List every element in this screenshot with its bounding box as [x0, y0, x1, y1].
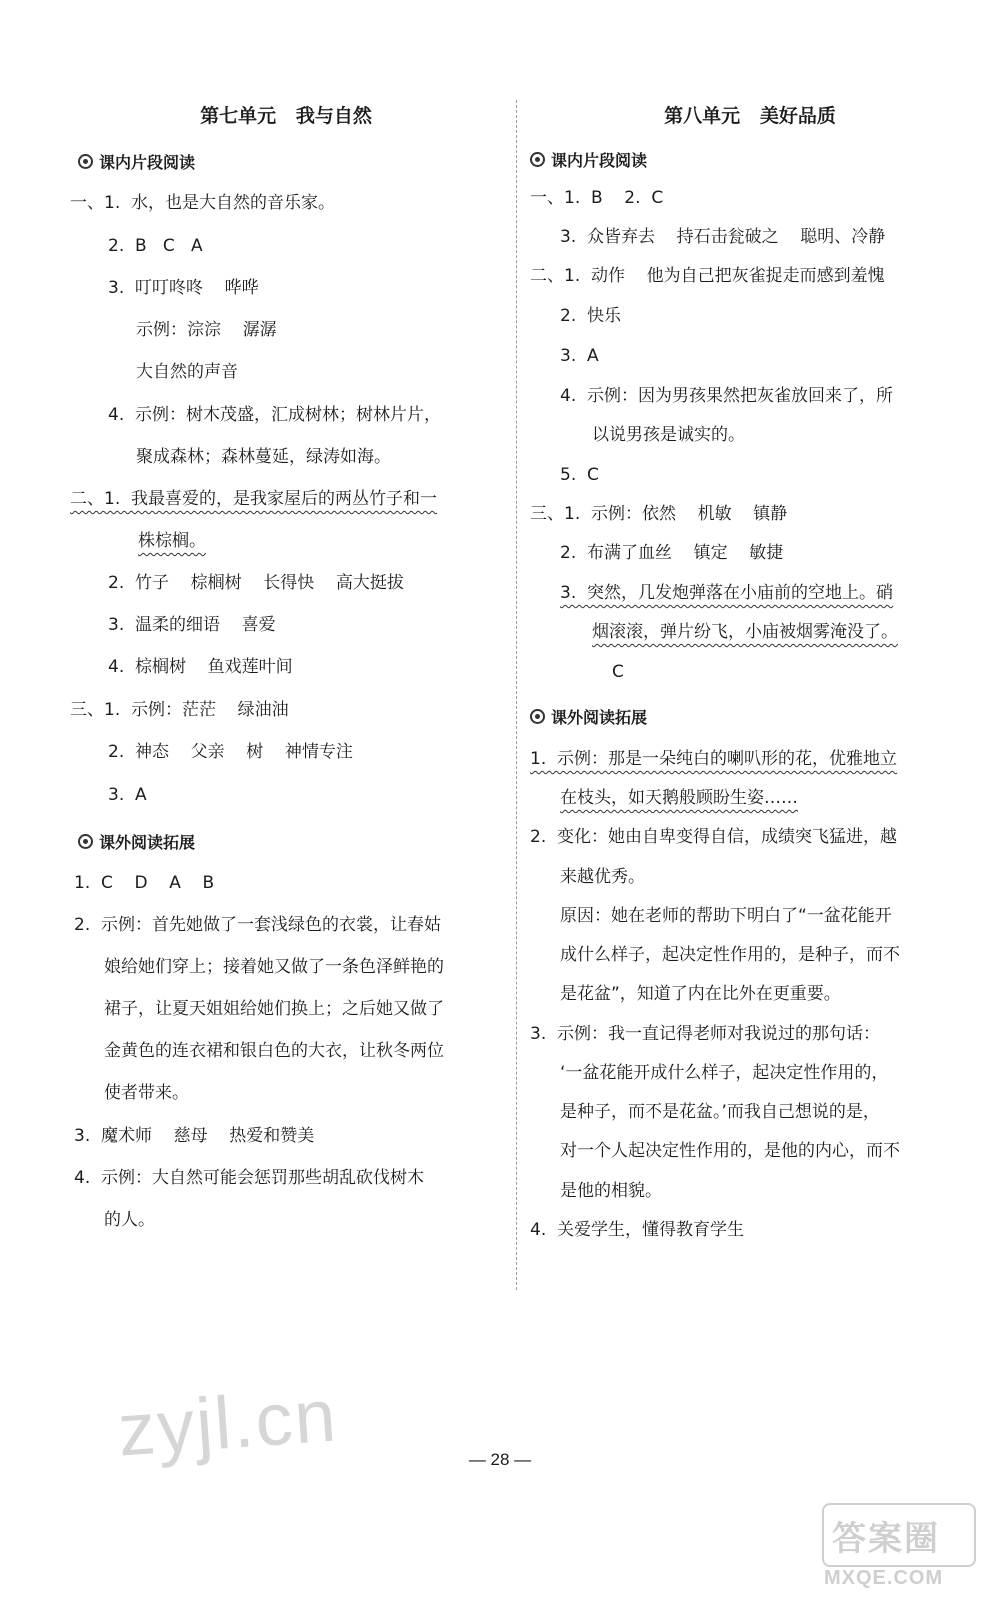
answer-line: 是花盆”，知道了内在比外在更重要。 — [560, 984, 841, 1004]
page-number: — 28 — — [468, 1450, 532, 1469]
answer-line: 一、1. 水，也是大自然的音乐家。 — [70, 193, 336, 213]
answer-line: 4. 示例：大自然可能会惩罚那些胡乱砍伐树木 — [74, 1168, 425, 1188]
answer-line: 金黄色的连衣裙和银白色的大衣，让秋冬两位 — [104, 1041, 444, 1061]
answer-line: 2. 布满了血丝 镇定 敏捷 — [560, 543, 784, 563]
answer-line: 2. 变化：她由自卑变得自信，成绩突飞猛进，越 — [530, 827, 898, 847]
answer-line: C — [612, 662, 624, 682]
answer-line: 5. C — [560, 465, 599, 485]
answer-line: 3. 魔术师 慈母 热爱和赞美 — [74, 1126, 315, 1146]
answer-line: 一、1. B 2. C — [530, 188, 664, 208]
answer-line: 4. 棕榈树 鱼戏莲叶间 — [108, 657, 293, 677]
answer-line: 的人。 — [104, 1210, 155, 1230]
answer-logo-watermark — [822, 1503, 972, 1595]
section-heading: 课内片段阅读 — [78, 150, 195, 173]
answer-line: 大自然的声音 — [136, 362, 238, 382]
answer-line: 三、1. 示例：茫茫 绿油油 — [70, 700, 289, 720]
answer-line: 3. 温柔的细语 喜爱 — [108, 615, 276, 635]
answer-line: 烟滚滚，弹片纷飞，小庙被烟雾淹没了。 — [592, 622, 898, 642]
answer-line: 1. 示例：那是一朵纯白的喇叭形的花，优雅地立 — [530, 749, 898, 769]
column-divider — [516, 100, 517, 1290]
answer-line: 4. 关爱学生，懂得教育学生 — [530, 1220, 745, 1240]
answer-line: 3. 叮叮咚咚 哗哗 — [108, 278, 259, 298]
unit-title: 第七单元 我与自然 — [200, 105, 372, 127]
answer-line: 在枝头，如天鹅般顾盼生姿…… — [560, 788, 798, 808]
answer-line: 聚成森林；森林蔓延，绿涛如海。 — [136, 447, 391, 467]
answer-line: 二、1. 动作 他为自己把灰雀捉走而感到羞愧 — [530, 266, 885, 286]
answer-line: 成什么样子，起决定性作用的，是种子，而不 — [560, 945, 900, 965]
answer-line: 示例：淙淙 潺潺 — [136, 320, 277, 340]
site-watermark: zyjl.cn — [115, 1373, 341, 1472]
answer-line: 2. 示例：首先她做了一套浅绿色的衣裳，让春姑 — [74, 915, 442, 935]
answer-line: 是他的相貌。 — [560, 1181, 662, 1201]
answer-line: 3. A — [108, 785, 147, 805]
answer-line: 对一个人起决定性作用的，是他的内心，而不 — [560, 1141, 900, 1161]
answer-line: ‘一盆花能开成什么样子，起决定性作用的， — [560, 1063, 889, 1083]
answer-line: 3. 突然，几发炮弹落在小庙前的空地上。硝 — [560, 583, 894, 603]
answer-line: 2. 神态 父亲 树 神情专注 — [108, 742, 353, 762]
answer-line: 3. 众皆弃去 持石击瓮破之 聪明、冷静 — [560, 227, 886, 247]
answer-line: 株棕榈。 — [138, 531, 206, 551]
circle-bullet-icon — [78, 834, 93, 849]
answer-line: 是种子，而不是花盆。’而我自己想说的是， — [560, 1102, 880, 1122]
circle-bullet-icon — [78, 154, 93, 169]
answer-line: 二、1. 我最喜爱的，是我家屋后的两丛竹子和一 — [70, 489, 438, 509]
answer-line: 以说男孩是诚实的。 — [592, 425, 745, 445]
section-heading: 课内片段阅读 — [530, 148, 647, 171]
section-heading: 课外阅读拓展 — [530, 705, 647, 728]
answer-line: 三、1. 示例：依然 机敏 镇静 — [530, 504, 788, 524]
circle-bullet-icon — [530, 152, 545, 167]
answer-line: 来越优秀。 — [560, 867, 645, 887]
answer-line: 娘给她们穿上；接着她又做了一条色泽鲜艳的 — [104, 957, 444, 977]
answer-line: 2. B C A — [108, 236, 203, 256]
answer-line: 4. 示例：树木茂盛，汇成树林；树林片片， — [108, 405, 442, 425]
answer-line: 2. 竹子 棕榈树 长得快 高大挺拔 — [108, 573, 404, 593]
section-heading: 课外阅读拓展 — [78, 830, 195, 853]
answer-line: 1. C D A B — [74, 873, 215, 893]
answer-line: 4. 示例：因为男孩果然把灰雀放回来了，所 — [560, 386, 894, 406]
logo-text: 答案圈 — [832, 1519, 940, 1559]
circle-bullet-icon — [530, 709, 545, 724]
answer-line: 使者带来。 — [104, 1083, 189, 1103]
unit-title: 第八单元 美好品质 — [664, 105, 836, 127]
answer-line: 3. 示例：我一直记得老师对我说过的那句话： — [530, 1024, 881, 1044]
answer-line: 原因：她在老师的帮助下明白了“一盆花能开 — [560, 906, 892, 926]
answer-line: 3. A — [560, 346, 599, 366]
logo-url: MXQE.COM — [824, 1567, 944, 1589]
answer-line: 裙子，让夏天姐姐给她们换上；之后她又做了 — [104, 999, 444, 1019]
answer-line: 2. 快乐 — [560, 306, 622, 326]
